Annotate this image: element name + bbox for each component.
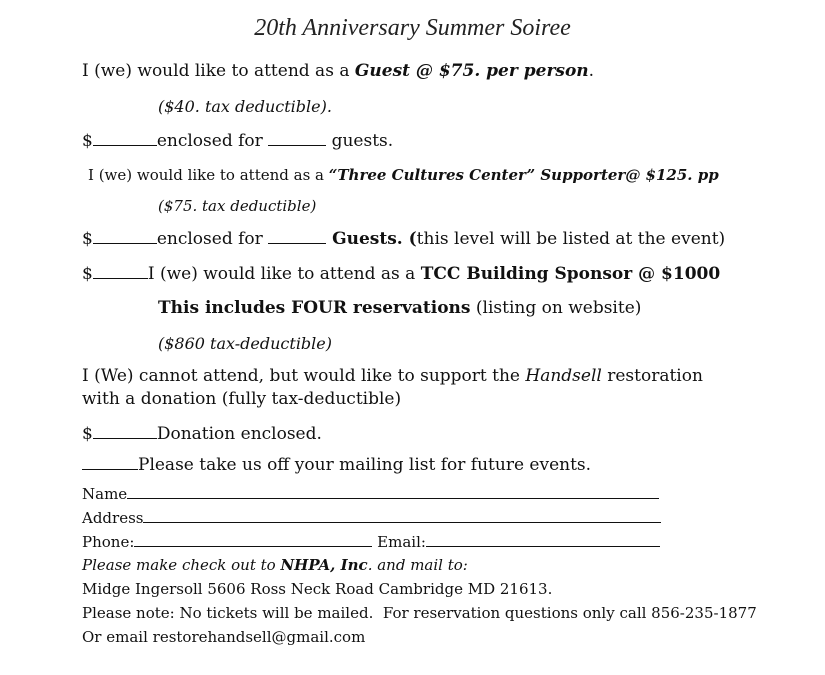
donation-enclosed-line xyxy=(82,426,322,443)
mailing-text: Please take us off your mailing list for future events. xyxy=(138,455,592,475)
guest-suffix: . xyxy=(588,61,595,81)
mailing-optout-blank[interactable] xyxy=(82,468,138,470)
address-field[interactable] xyxy=(143,522,661,523)
name-label: Name xyxy=(82,485,128,503)
amount-blank[interactable] xyxy=(93,144,157,146)
supporter-enclosed-line xyxy=(82,231,725,248)
sponsor-listing: (listing on website) xyxy=(470,298,642,318)
contact-email: Or email restorehandsell@gmail.com xyxy=(82,628,366,646)
guest-level: Guest xyxy=(354,61,410,81)
guest-price: @ $75. per person xyxy=(410,61,589,81)
guest-deductible: ($40. tax deductible). xyxy=(158,97,332,116)
guest-prefix: I (we) would like to attend as a xyxy=(82,61,355,81)
phone-email-row xyxy=(82,535,660,550)
sponsor-includes-line xyxy=(158,300,641,317)
email-field[interactable] xyxy=(426,546,660,547)
check-text-b: . and mail to: xyxy=(367,556,468,574)
donation-line-1 xyxy=(82,368,703,385)
amount-blank[interactable] xyxy=(93,242,157,244)
mailing-line xyxy=(82,457,591,474)
check-org: NHPA, Inc xyxy=(280,556,368,574)
donation-line-2: with a donation (fully tax-deductible) xyxy=(82,389,402,409)
supporter-level: “Three Cultures Center” Supporter@ $125. pp xyxy=(328,166,719,184)
donation-text-b: restoration xyxy=(601,366,703,386)
donation-amount-blank[interactable] xyxy=(93,437,157,439)
tickets-note: Please note: No tickets will be mailed. For reservation questions only call 856-235-1877 xyxy=(82,604,757,622)
sponsor-deductible: ($860 tax-deductible) xyxy=(158,334,332,353)
check-instruction xyxy=(82,558,468,573)
supporter-note: this level will be listed at the event) xyxy=(416,229,726,249)
name-field[interactable] xyxy=(127,498,659,499)
mailing-address: Midge Ingersoll 5606 Ross Neck Road Cambridge MD 21613. xyxy=(82,580,553,598)
sponsor-level: TCC Building Sponsor @ $1000 xyxy=(420,264,721,284)
guest-enclosed-suffix: guests. xyxy=(326,131,394,151)
sponsor-includes: This includes FOUR reservations xyxy=(158,298,471,318)
address-label: Address xyxy=(82,509,144,527)
donation-text-a: I (We) cannot attend, but would like to support the xyxy=(82,366,526,386)
dollar-sign: $ xyxy=(82,424,93,444)
supporter-deductible: ($75. tax deductible) xyxy=(158,197,317,215)
page-title: 20th Anniversary Summer Soiree xyxy=(254,15,571,41)
check-text-a: Please make check out to xyxy=(82,556,281,574)
guest-line xyxy=(82,63,594,80)
supporter-enclosed-text: enclosed for xyxy=(156,229,269,249)
supporter-paren: ( xyxy=(408,229,417,249)
supporter-line xyxy=(88,168,719,183)
supporter-prefix: I (we) would like to attend as a xyxy=(88,166,329,184)
guest-enclosed-text: enclosed for xyxy=(156,131,269,151)
phone-field[interactable] xyxy=(134,546,372,547)
name-row xyxy=(82,487,659,502)
supporter-count-blank[interactable] xyxy=(268,242,326,244)
donation-handsell: Handsell xyxy=(525,366,602,386)
guest-count-blank[interactable] xyxy=(268,144,326,146)
sponsor-line xyxy=(82,266,720,283)
email-label: Email: xyxy=(377,533,426,551)
guest-enclosed-line xyxy=(82,133,393,150)
dollar-sign: $ xyxy=(82,131,93,151)
sponsor-prefix: I (we) would like to attend as a xyxy=(147,264,421,284)
address-row xyxy=(82,511,661,526)
supporter-guests: Guests. xyxy=(326,229,409,249)
phone-label: Phone: xyxy=(82,533,135,551)
amount-blank[interactable] xyxy=(93,277,148,279)
dollar-sign: $ xyxy=(82,229,93,249)
donation-enclosed-text: Donation enclosed. xyxy=(156,424,322,444)
dollar-sign: $ xyxy=(82,264,93,284)
